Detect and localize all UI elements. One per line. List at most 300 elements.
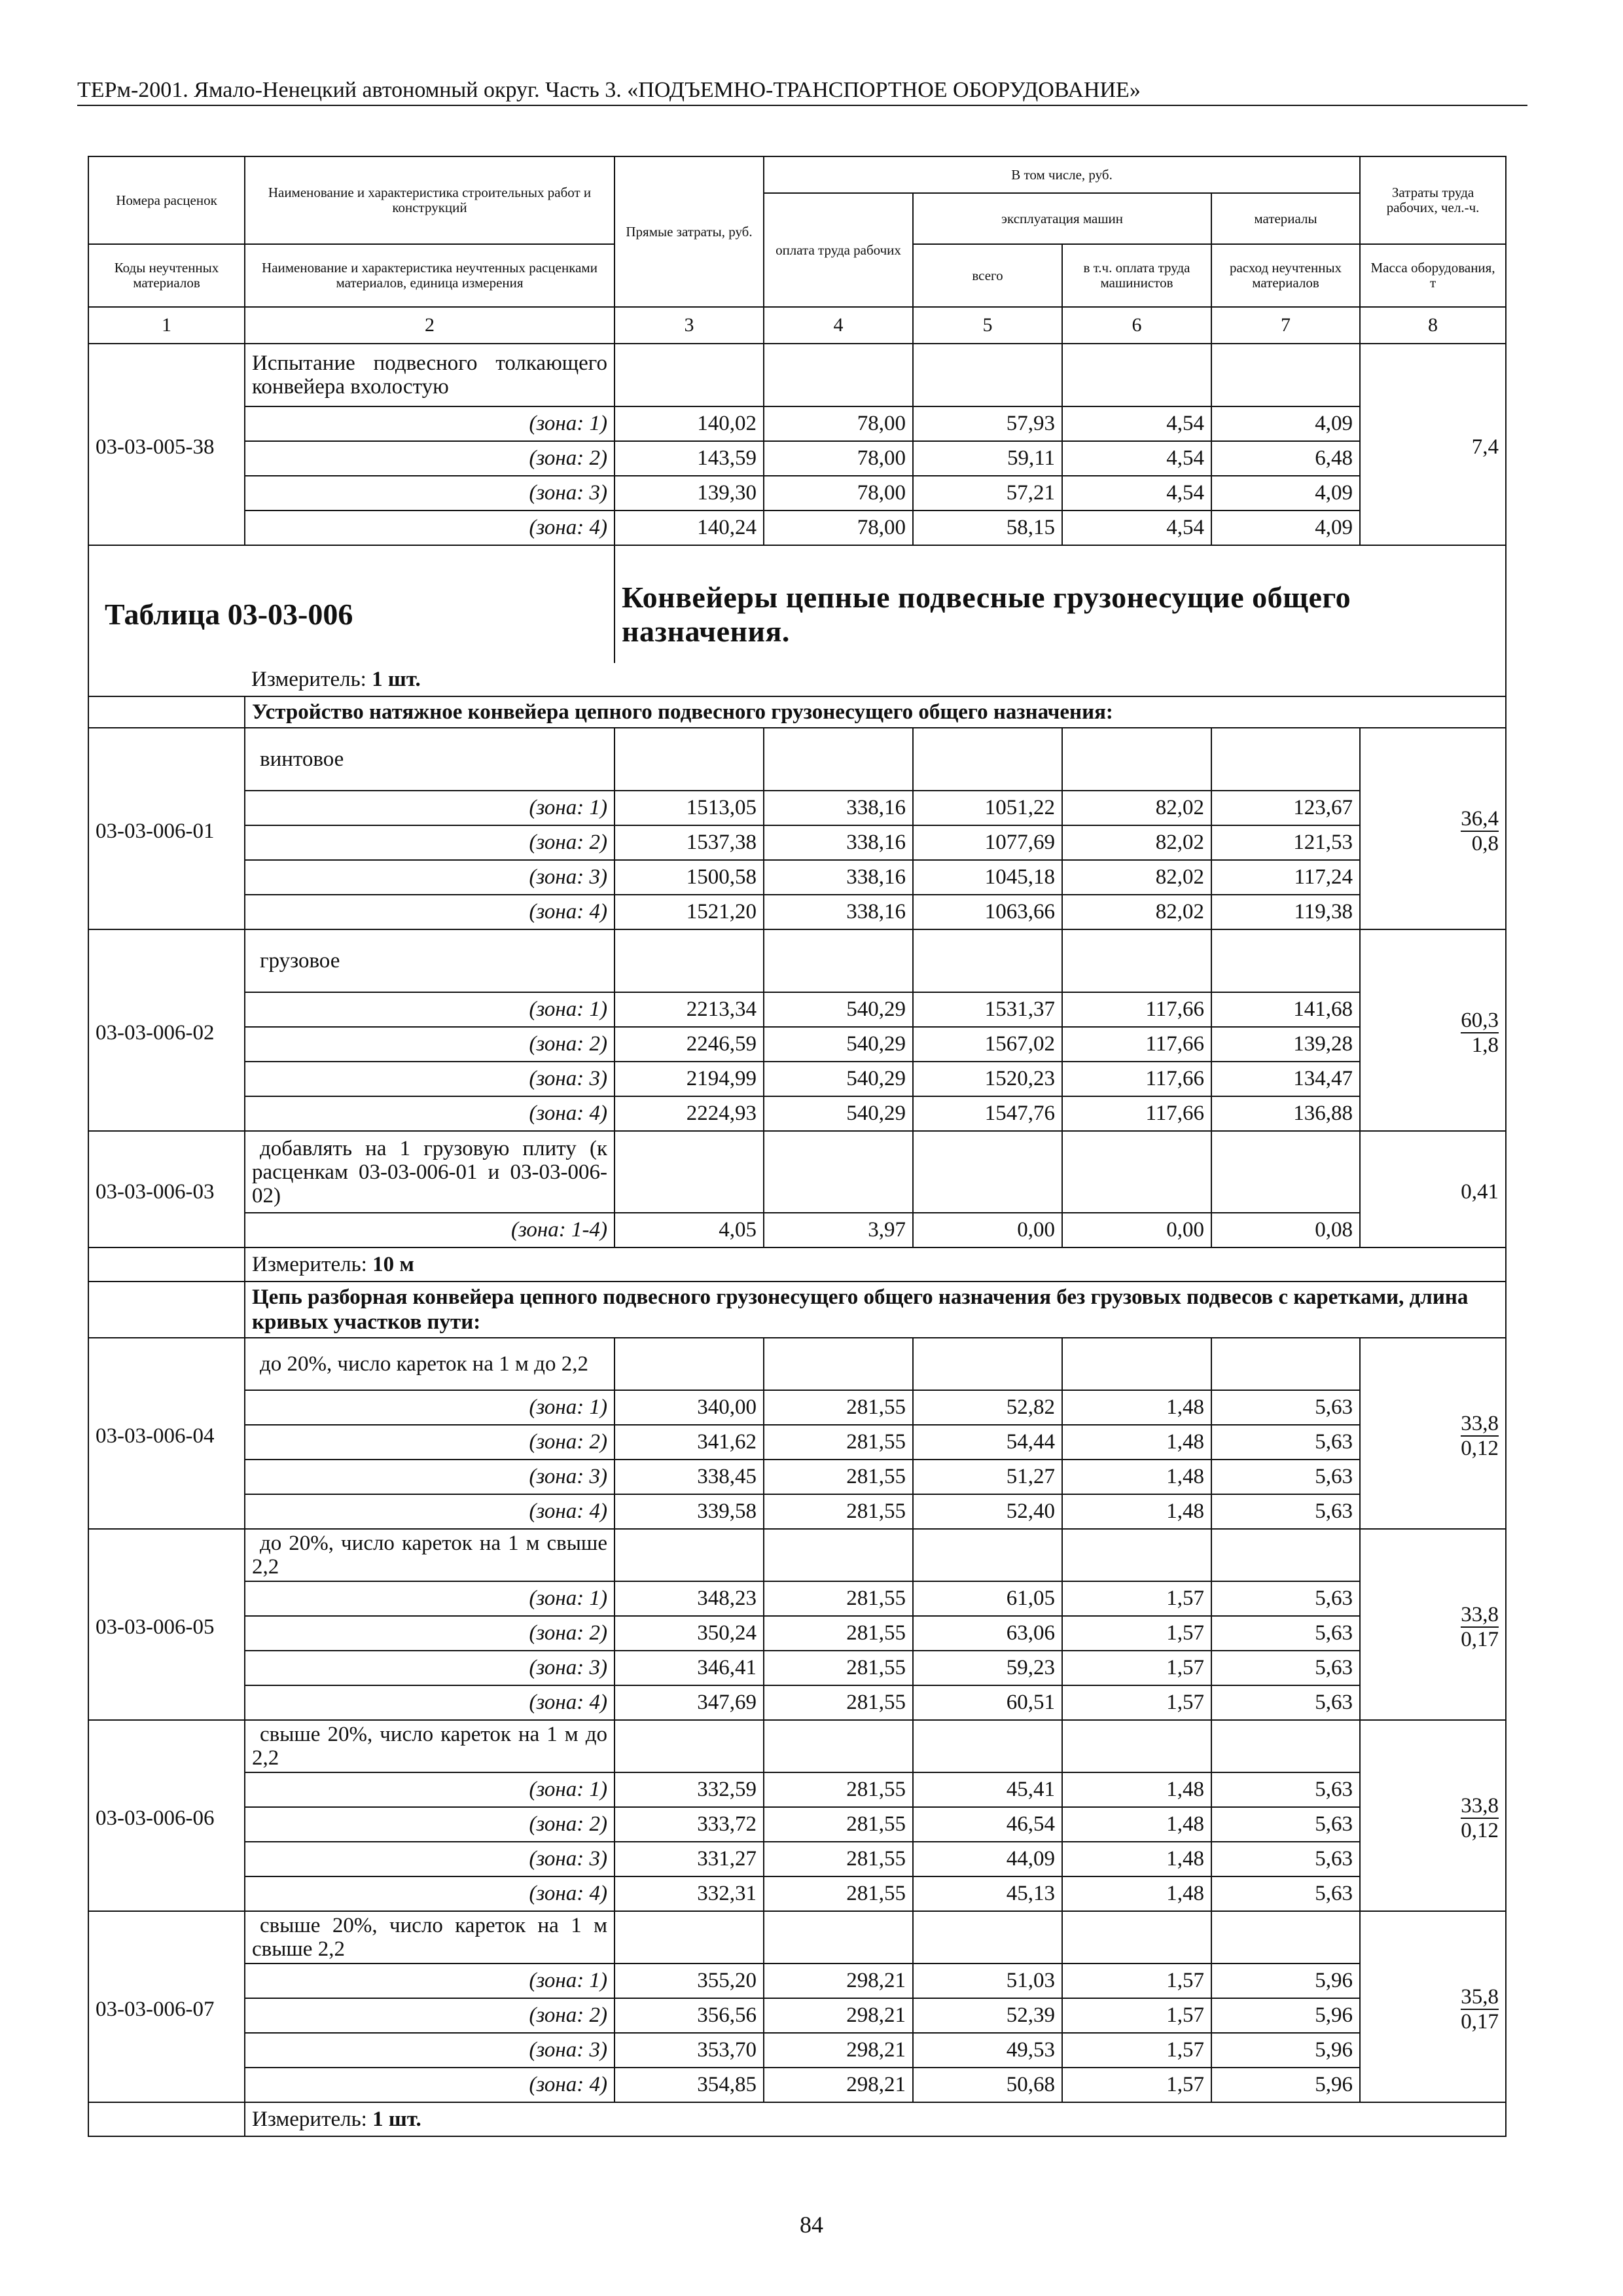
- machinist-pay-value: 1,57: [1062, 1581, 1211, 1616]
- empty-cell: [1062, 1338, 1211, 1390]
- labor-hours-value: 33,8: [1461, 1793, 1499, 1818]
- zone-label: (зона: 4): [245, 1685, 615, 1720]
- table-row: [88, 406, 1506, 441]
- equipment-mass-value: 0,12: [1461, 1436, 1499, 1460]
- labor-hours-value: 60,3: [1461, 1008, 1499, 1032]
- empty-cell: [764, 1720, 913, 1772]
- direct-costs-value: 331,27: [615, 1842, 764, 1876]
- header-total: всего: [913, 244, 1062, 307]
- materials-value: 139,28: [1211, 1027, 1360, 1062]
- column-number: 2: [245, 307, 615, 344]
- table-row: [88, 1213, 1506, 1247]
- empty-cell: [764, 1529, 913, 1581]
- empty-cell: [764, 1338, 913, 1390]
- materials-value: 5,96: [1211, 2068, 1360, 2102]
- machine-op-value: 63,06: [913, 1616, 1062, 1651]
- labor-pay-value: 281,55: [764, 1842, 913, 1876]
- rate-code: 03-03-006-06: [88, 1720, 245, 1911]
- materials-value: 5,63: [1211, 1425, 1360, 1460]
- empty-cell: [615, 929, 764, 992]
- machine-op-value: 1531,37: [913, 992, 1062, 1027]
- column-number: 4: [764, 307, 913, 344]
- table-row: [88, 1390, 1506, 1425]
- direct-costs-value: 143,59: [615, 441, 764, 476]
- table-row: [88, 476, 1506, 511]
- table-row: [88, 895, 1506, 929]
- header-materials: материалы: [1211, 193, 1360, 244]
- empty-cell: [615, 1529, 764, 1581]
- materials-value: 4,09: [1211, 406, 1360, 441]
- direct-costs-value: 1537,38: [615, 825, 764, 860]
- table-row: [88, 728, 1506, 791]
- zone-label: (зона: 3): [245, 2033, 615, 2068]
- table-row: [88, 1282, 1506, 1338]
- machinist-pay-value: 1,48: [1062, 1842, 1211, 1876]
- zone-label: (зона: 3): [245, 1062, 615, 1096]
- rates-table: [88, 156, 1507, 2137]
- labor-pay-value: 540,29: [764, 1027, 913, 1062]
- machine-op-value: 45,13: [913, 1876, 1062, 1911]
- machine-op-value: 44,09: [913, 1842, 1062, 1876]
- machine-op-value: 1063,66: [913, 895, 1062, 929]
- labor-pay-value: 540,29: [764, 1096, 913, 1131]
- machinist-pay-value: 1,48: [1062, 1425, 1211, 1460]
- empty-cell: [1211, 929, 1360, 992]
- machine-op-value: 1077,69: [913, 825, 1062, 860]
- zone-label: (зона: 4): [245, 1494, 615, 1529]
- zone-label: (зона: 1-4): [245, 1213, 615, 1247]
- empty-cell: [1062, 728, 1211, 791]
- machine-op-value: 1045,18: [913, 860, 1062, 895]
- table-row: [88, 825, 1506, 860]
- measure-label: Измеритель:: [252, 2108, 367, 2131]
- labor-over-mass-fraction: [1461, 1603, 1499, 1651]
- rate-code: 03-03-006-05: [88, 1529, 245, 1720]
- table-row: [88, 344, 1506, 406]
- equipment-mass-value: 1,8: [1471, 1033, 1499, 1057]
- table-row: [88, 929, 1506, 992]
- work-description: свыше 20%, число кареток на 1 м до 2,2: [245, 1720, 615, 1772]
- empty-cell: [1062, 1911, 1211, 1964]
- table-row: [88, 1772, 1506, 1807]
- machinist-pay-value: 1,48: [1062, 1876, 1211, 1911]
- measure-spacer: [88, 663, 245, 696]
- materials-value: 121,53: [1211, 825, 1360, 860]
- labor-pay-value: 298,21: [764, 1964, 913, 1998]
- column-number: 8: [1360, 307, 1506, 344]
- direct-costs-value: 338,45: [615, 1460, 764, 1494]
- table-row: [88, 1876, 1506, 1911]
- table-row: [88, 1338, 1506, 1390]
- labor-hours-value: 33,8: [1461, 1602, 1499, 1626]
- header-including: В том числе, руб.: [764, 156, 1360, 193]
- labor-mass-cell: [1360, 1911, 1506, 2102]
- machinist-pay-value: 82,02: [1062, 791, 1211, 825]
- direct-costs-value: 2194,99: [615, 1062, 764, 1096]
- table-row: [88, 992, 1506, 1027]
- direct-costs-value: 350,24: [615, 1616, 764, 1651]
- rate-code: 03-03-006-07: [88, 1911, 245, 2102]
- measure-unit: [245, 1247, 1506, 1282]
- header-labor-hours: Затраты труда рабочих, чел.-ч.: [1360, 156, 1506, 244]
- machinist-pay-value: 4,54: [1062, 441, 1211, 476]
- machine-op-value: 0,00: [913, 1213, 1062, 1247]
- table-row: [88, 2033, 1506, 2068]
- rate-code: 03-03-006-03: [88, 1131, 245, 1247]
- machinist-pay-value: 1,48: [1062, 1460, 1211, 1494]
- machinist-pay-value: 1,57: [1062, 1964, 1211, 1998]
- materials-value: 5,63: [1211, 1581, 1360, 1616]
- measure-unit: [245, 663, 1506, 696]
- header-rate-numbers: Номера расценок: [88, 156, 245, 244]
- work-description: винтовое: [245, 728, 615, 791]
- labor-mass-cell: [1360, 1720, 1506, 1911]
- materials-value: 0,08: [1211, 1213, 1360, 1247]
- header-incl-machinist: в т.ч. оплата труда машинистов: [1062, 244, 1211, 307]
- empty-cell: [764, 1911, 913, 1964]
- table-row: [88, 1616, 1506, 1651]
- direct-costs-value: 2246,59: [615, 1027, 764, 1062]
- measure-unit: [245, 2102, 1506, 2136]
- materials-value: 6,48: [1211, 441, 1360, 476]
- zone-label: (зона: 2): [245, 825, 615, 860]
- zone-label: (зона: 4): [245, 1876, 615, 1911]
- labor-pay-value: 281,55: [764, 1772, 913, 1807]
- table-row: [88, 1425, 1506, 1460]
- empty-cell: [913, 1720, 1062, 1772]
- equipment-mass-value: 0,17: [1461, 2009, 1499, 2034]
- zone-label: (зона: 1): [245, 992, 615, 1027]
- direct-costs-value: 1521,20: [615, 895, 764, 929]
- empty-cell: [615, 1720, 764, 1772]
- column-number: 3: [615, 307, 764, 344]
- table-row: [88, 860, 1506, 895]
- direct-costs-value: 346,41: [615, 1651, 764, 1685]
- empty-cell: [764, 1131, 913, 1213]
- empty-cell: [1211, 344, 1360, 406]
- materials-value: 141,68: [1211, 992, 1360, 1027]
- labor-mass-cell: [1360, 929, 1506, 1131]
- labor-pay-value: 78,00: [764, 476, 913, 511]
- labor-over-mass-fraction: [1461, 807, 1499, 855]
- labor-pay-value: 338,16: [764, 895, 913, 929]
- work-description: добавлять на 1 грузовую плиту (к расценкам 03-03-006-01 и 03-03-006-02): [245, 1131, 615, 1213]
- zone-label: (зона: 3): [245, 1460, 615, 1494]
- empty-cell: [913, 728, 1062, 791]
- labor-pay-value: 281,55: [764, 1807, 913, 1842]
- machinist-pay-value: 82,02: [1062, 825, 1211, 860]
- labor-pay-value: 78,00: [764, 441, 913, 476]
- zone-label: (зона: 3): [245, 1842, 615, 1876]
- table-name: Конвейеры цепные подвесные грузонесущие общего назначения.: [615, 545, 1506, 663]
- materials-value: 119,38: [1211, 895, 1360, 929]
- column-number: 1: [88, 307, 245, 344]
- labor-pay-value: 281,55: [764, 1876, 913, 1911]
- materials-value: 5,63: [1211, 1876, 1360, 1911]
- zone-label: (зона: 2): [245, 1425, 615, 1460]
- direct-costs-value: 353,70: [615, 2033, 764, 2068]
- materials-value: 5,63: [1211, 1842, 1360, 1876]
- machine-op-value: 1567,02: [913, 1027, 1062, 1062]
- materials-value: 5,63: [1211, 1616, 1360, 1651]
- direct-costs-value: 341,62: [615, 1425, 764, 1460]
- machinist-pay-value: 117,66: [1062, 1027, 1211, 1062]
- empty-cell: [913, 344, 1062, 406]
- machine-op-value: 50,68: [913, 2068, 1062, 2102]
- empty-cell: [913, 1338, 1062, 1390]
- table-row: [88, 1964, 1506, 1998]
- empty-cell: [1062, 1131, 1211, 1213]
- zone-label: (зона: 1): [245, 1964, 615, 1998]
- empty-cell: [1211, 1720, 1360, 1772]
- machine-op-value: 52,39: [913, 1998, 1062, 2033]
- machinist-pay-value: 117,66: [1062, 992, 1211, 1027]
- machinist-pay-value: 1,48: [1062, 1807, 1211, 1842]
- machinist-pay-value: 1,57: [1062, 1616, 1211, 1651]
- empty-cell: [1062, 1529, 1211, 1581]
- zone-label: (зона: 4): [245, 1096, 615, 1131]
- labor-pay-value: 298,21: [764, 2033, 913, 2068]
- labor-pay-value: 281,55: [764, 1425, 913, 1460]
- machinist-pay-value: 117,66: [1062, 1096, 1211, 1131]
- header-machine-op: эксплуатация машин: [913, 193, 1211, 244]
- materials-value: 117,24: [1211, 860, 1360, 895]
- direct-costs-value: 332,31: [615, 1876, 764, 1911]
- machinist-pay-value: 1,57: [1062, 1998, 1211, 2033]
- header-direct-costs: Прямые затраты, руб.: [615, 156, 764, 307]
- table-row: [88, 2068, 1506, 2102]
- table-row: [88, 1807, 1506, 1842]
- zone-label: (зона: 2): [245, 441, 615, 476]
- labor-over-mass-fraction: [1461, 1412, 1499, 1460]
- labor-pay-value: 338,16: [764, 860, 913, 895]
- labor-pay-value: 281,55: [764, 1651, 913, 1685]
- materials-value: 5,63: [1211, 1460, 1360, 1494]
- materials-value: 4,09: [1211, 511, 1360, 545]
- empty-cell: [913, 1911, 1062, 1964]
- direct-costs-value: 355,20: [615, 1964, 764, 1998]
- machine-op-value: 46,54: [913, 1807, 1062, 1842]
- machinist-pay-value: 1,57: [1062, 1685, 1211, 1720]
- table-row: [88, 1096, 1506, 1131]
- table-row: [88, 1529, 1506, 1581]
- column-number: 5: [913, 307, 1062, 344]
- materials-value: 5,63: [1211, 1807, 1360, 1842]
- materials-value: 136,88: [1211, 1096, 1360, 1131]
- direct-costs-value: 356,56: [615, 1998, 764, 2033]
- materials-value: 123,67: [1211, 791, 1360, 825]
- materials-value: 5,63: [1211, 1772, 1360, 1807]
- labor-pay-value: 298,21: [764, 2068, 913, 2102]
- machinist-pay-value: 1,57: [1062, 2033, 1211, 2068]
- section-heading: Цепь разборная конвейера цепного подвесного грузонесущего общего назначения без грузовых подвесов с каретками, длина кривых участков пути:: [245, 1282, 1506, 1338]
- labor-pay-value: 78,00: [764, 406, 913, 441]
- machine-op-value: 57,21: [913, 476, 1062, 511]
- header-unaccounted-materials: расход неучтенных материалов: [1211, 244, 1360, 307]
- empty-cell: [615, 728, 764, 791]
- table-row: [88, 1720, 1506, 1772]
- header-unaccounted-name: Наименование и характеристика неучтенных расценками материалов, единица измерения: [245, 244, 615, 307]
- page-header: ТЕРм-2001. Ямало-Ненецкий автономный округ. Часть 3. «ПОДЪЕМНО-ТРАНСПОРТНОЕ ОБОРУДОВАНИЕ»: [77, 78, 1141, 102]
- labor-mass-cell: [1360, 1529, 1506, 1720]
- direct-costs-value: 2213,34: [615, 992, 764, 1027]
- direct-costs-value: 332,59: [615, 1772, 764, 1807]
- direct-costs-value: 348,23: [615, 1581, 764, 1616]
- labor-pay-value: 281,55: [764, 1685, 913, 1720]
- work-description: до 20%, число кареток на 1 м до 2,2: [245, 1338, 615, 1390]
- machine-op-value: 52,82: [913, 1390, 1062, 1425]
- table-row: [88, 1062, 1506, 1096]
- labor-pay-value: 3,97: [764, 1213, 913, 1247]
- empty-cell: [913, 1131, 1062, 1213]
- machinist-pay-value: 82,02: [1062, 895, 1211, 929]
- rate-code: 03-03-006-01: [88, 728, 245, 929]
- table-row: [88, 1685, 1506, 1720]
- machine-op-value: 52,40: [913, 1494, 1062, 1529]
- machinist-pay-value: 0,00: [1062, 1213, 1211, 1247]
- machinist-pay-value: 4,54: [1062, 406, 1211, 441]
- materials-value: 4,09: [1211, 476, 1360, 511]
- materials-value: 5,96: [1211, 1998, 1360, 2033]
- table-row: [88, 1581, 1506, 1616]
- empty-cell: [1062, 1720, 1211, 1772]
- labor-hours-value: 7,4: [1360, 344, 1506, 545]
- labor-pay-value: 281,55: [764, 1390, 913, 1425]
- machine-op-value: 61,05: [913, 1581, 1062, 1616]
- machinist-pay-value: 1,57: [1062, 1651, 1211, 1685]
- machine-op-value: 51,03: [913, 1964, 1062, 1998]
- zone-label: (зона: 3): [245, 476, 615, 511]
- direct-costs-value: 2224,93: [615, 1096, 764, 1131]
- table-row: [88, 1911, 1506, 1964]
- machinist-pay-value: 4,54: [1062, 476, 1211, 511]
- machine-op-value: 57,93: [913, 406, 1062, 441]
- work-description: Испытание подвесного толкающего конвейера вхолостую: [245, 344, 615, 406]
- empty-cell: [1211, 1911, 1360, 1964]
- labor-pay-value: 78,00: [764, 511, 913, 545]
- labor-pay-value: 338,16: [764, 825, 913, 860]
- zone-label: (зона: 1): [245, 1581, 615, 1616]
- measure-spacer: [88, 1247, 245, 1282]
- measure-label: Измеритель:: [251, 668, 366, 691]
- empty-cell: [913, 1529, 1062, 1581]
- table-row: [88, 1651, 1506, 1685]
- table-row: [88, 1027, 1506, 1062]
- table-row: [88, 441, 1506, 476]
- empty-cell: [1062, 929, 1211, 992]
- zone-label: (зона: 3): [245, 1651, 615, 1685]
- empty-cell: [764, 344, 913, 406]
- section-spacer: [88, 1282, 245, 1338]
- machine-op-value: 60,51: [913, 1685, 1062, 1720]
- measure-label: Измеритель:: [252, 1253, 367, 1276]
- rate-code: 03-03-005-38: [88, 344, 245, 545]
- table-number: Таблица 03-03-006: [88, 545, 615, 663]
- work-description: грузовое: [245, 929, 615, 992]
- zone-label: (зона: 4): [245, 511, 615, 545]
- empty-cell: [764, 728, 913, 791]
- table-row: [88, 1998, 1506, 2033]
- empty-cell: [1211, 1338, 1360, 1390]
- labor-hours-value: 0,41: [1360, 1131, 1506, 1247]
- machinist-pay-value: 4,54: [1062, 511, 1211, 545]
- empty-cell: [615, 1338, 764, 1390]
- labor-over-mass-fraction: [1461, 1794, 1499, 1842]
- measure-value: 1 шт.: [372, 668, 421, 691]
- machine-op-value: 58,15: [913, 511, 1062, 545]
- measure-spacer: [88, 2102, 245, 2136]
- labor-hours-value: 36,4: [1461, 806, 1499, 831]
- zone-label: (зона: 1): [245, 1390, 615, 1425]
- work-description: до 20%, число кареток на 1 м свыше 2,2: [245, 1529, 615, 1581]
- measure-value: 10 м: [372, 1253, 414, 1276]
- machine-op-value: 1051,22: [913, 791, 1062, 825]
- machinist-pay-value: 1,48: [1062, 1772, 1211, 1807]
- zone-label: (зона: 4): [245, 2068, 615, 2102]
- zone-label: (зона: 2): [245, 1807, 615, 1842]
- empty-cell: [1211, 1529, 1360, 1581]
- equipment-mass-value: 0,12: [1461, 1818, 1499, 1842]
- zone-label: (зона: 2): [245, 1027, 615, 1062]
- labor-mass-cell: [1360, 728, 1506, 929]
- header-work-name: Наименование и характеристика строительных работ и конструкций: [245, 156, 615, 244]
- labor-over-mass-fraction: [1461, 1009, 1499, 1057]
- rate-code: 03-03-006-02: [88, 929, 245, 1131]
- table-row: [88, 696, 1506, 728]
- direct-costs-value: 354,85: [615, 2068, 764, 2102]
- direct-costs-value: 1513,05: [615, 791, 764, 825]
- table-row: [88, 2102, 1506, 2136]
- direct-costs-value: 347,69: [615, 1685, 764, 1720]
- table-row: [88, 511, 1506, 545]
- direct-costs-value: 340,00: [615, 1390, 764, 1425]
- zone-label: (зона: 1): [245, 406, 615, 441]
- labor-hours-value: 35,8: [1461, 1984, 1499, 2009]
- materials-value: 5,63: [1211, 1685, 1360, 1720]
- direct-costs-value: 333,72: [615, 1807, 764, 1842]
- column-number: 6: [1062, 307, 1211, 344]
- labor-pay-value: 281,55: [764, 1616, 913, 1651]
- measure-value: 1 шт.: [372, 2108, 421, 2131]
- empty-cell: [1062, 344, 1211, 406]
- labor-over-mass-fraction: [1461, 1985, 1499, 2034]
- labor-mass-cell: [1360, 1338, 1506, 1529]
- labor-hours-value: 33,8: [1461, 1411, 1499, 1435]
- section-heading: Устройство натяжное конвейера цепного подвесного грузонесущего общего назначения:: [245, 696, 1506, 728]
- labor-pay-value: 540,29: [764, 1062, 913, 1096]
- empty-cell: [913, 929, 1062, 992]
- materials-value: 5,63: [1211, 1390, 1360, 1425]
- machine-op-value: 54,44: [913, 1425, 1062, 1460]
- rate-code: 03-03-006-04: [88, 1338, 245, 1529]
- table-row: [88, 1842, 1506, 1876]
- machinist-pay-value: 117,66: [1062, 1062, 1211, 1096]
- table-row: [88, 663, 1506, 696]
- machine-op-value: 51,27: [913, 1460, 1062, 1494]
- materials-value: 5,96: [1211, 2033, 1360, 2068]
- machine-op-value: 1547,76: [913, 1096, 1062, 1131]
- work-description: свыше 20%, число кареток на 1 м свыше 2,2: [245, 1911, 615, 1964]
- machine-op-value: 1520,23: [913, 1062, 1062, 1096]
- labor-pay-value: 281,55: [764, 1460, 913, 1494]
- labor-pay-value: 298,21: [764, 1998, 913, 2033]
- direct-costs-value: 140,24: [615, 511, 764, 545]
- machine-op-value: 59,23: [913, 1651, 1062, 1685]
- labor-pay-value: 281,55: [764, 1494, 913, 1529]
- table-row: [88, 545, 1506, 663]
- header-equipment-mass: Масса оборудования, т: [1360, 244, 1506, 307]
- machinist-pay-value: 1,48: [1062, 1494, 1211, 1529]
